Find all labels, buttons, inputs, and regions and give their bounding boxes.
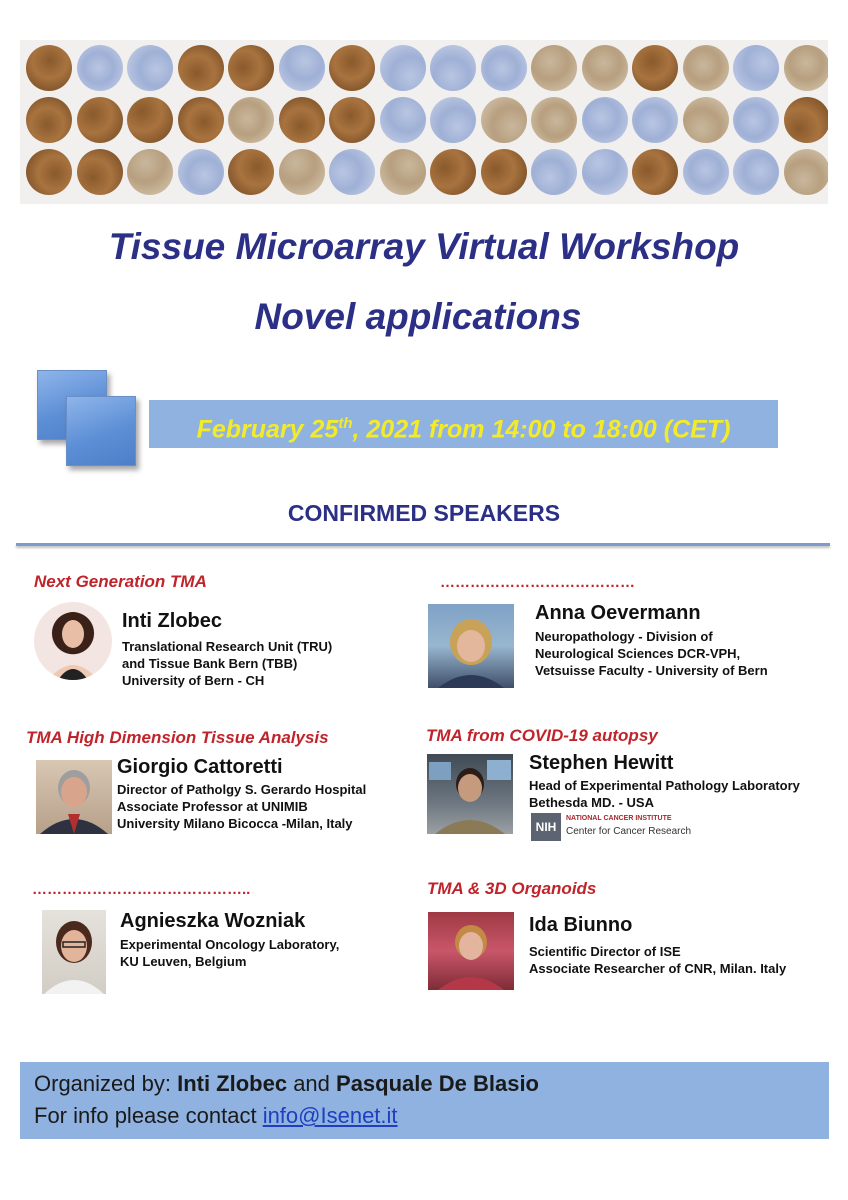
tissue-core	[228, 149, 274, 195]
tissue-core	[481, 97, 527, 143]
speaker-photo-anna-oevermann	[428, 604, 514, 688]
speaker-category-placeholder: …………………………………	[440, 574, 635, 591]
nci-ccr-logo	[531, 813, 692, 841]
tissue-core	[329, 45, 375, 91]
tissue-core	[430, 45, 476, 91]
tissue-core	[582, 45, 628, 91]
tissue-core	[481, 45, 527, 91]
tissue-core	[481, 149, 527, 195]
tissue-core	[683, 149, 729, 195]
contact-email-link[interactable]: info@Isenet.it	[262, 1103, 398, 1128]
speaker-photo-giorgio-cattoretti	[36, 760, 112, 834]
speaker-affiliation: Director of Patholgy S. Gerardo Hospital Associate Professor at UNIMIB University Milano Bicocca -Milan, Italy	[117, 782, 367, 831]
tissue-core	[279, 45, 325, 91]
tissue-core	[77, 45, 123, 91]
organized-by-line: Organized by: Inti Zlobec and Pasquale De Blasio	[34, 1071, 539, 1096]
speaker-photo-inti-zlobec	[34, 602, 112, 680]
speaker-category: TMA High Dimension Tissue Analysis	[26, 728, 329, 747]
speaker-name: Giorgio Cattoretti	[117, 756, 283, 778]
tissue-core	[531, 45, 577, 91]
tissue-core	[430, 97, 476, 143]
tissue-core	[582, 97, 628, 143]
tissue-core	[733, 97, 779, 143]
tissue-core	[127, 149, 173, 195]
speaker-affiliation: Head of Experimental Pathology Laboratory Bethesda MD. - USA	[529, 778, 800, 810]
tissue-core	[329, 97, 375, 143]
tissue-core	[178, 97, 224, 143]
speaker-affiliation: Neuropathology - Division of Neurological Sciences DCR-VPH, Vetsuisse Faculty - University of Bern	[535, 629, 768, 678]
tissue-core	[531, 149, 577, 195]
nci-label: NATIONAL CANCER INSTITUTE	[566, 815, 672, 822]
tissue-core	[632, 149, 678, 195]
speaker-name: Ida Biunno	[529, 914, 633, 936]
speaker-category: TMA & 3D Organoids	[427, 879, 597, 898]
tissue-core	[632, 97, 678, 143]
tissue-core	[77, 97, 123, 143]
tissue-core	[380, 45, 426, 91]
tissue-microarray-banner	[20, 40, 828, 204]
speaker-photo-stephen-hewitt	[427, 754, 513, 834]
tissue-core	[279, 97, 325, 143]
speaker-name: Inti Zlobec	[122, 610, 222, 632]
speaker-category-placeholder: ……………………………………..	[32, 881, 251, 898]
tissue-core	[784, 45, 829, 91]
tissue-core	[178, 149, 224, 195]
decorative-square-front	[66, 396, 136, 466]
tissue-core	[178, 45, 224, 91]
tissue-core	[733, 45, 779, 91]
event-date: February 25th, 2021 from 14:00 to 18:00 (CET)	[196, 415, 731, 444]
tissue-core	[329, 149, 375, 195]
speaker-category: TMA from COVID-19 autopsy	[426, 726, 658, 745]
ccr-label: Center for Cancer Research	[566, 826, 692, 837]
tissue-core	[228, 97, 274, 143]
tissue-core	[26, 149, 72, 195]
tissue-core	[77, 149, 123, 195]
tissue-core	[127, 97, 173, 143]
speaker-name: Anna Oevermann	[535, 602, 701, 624]
speaker-category: Next Generation TMA	[34, 572, 207, 591]
tissue-core	[430, 149, 476, 195]
workshop-subtitle: Novel applications	[254, 296, 582, 337]
speaker-name: Agnieszka Wozniak	[120, 910, 306, 932]
tissue-core	[582, 149, 628, 195]
speaker-name: Stephen Hewitt	[529, 752, 674, 774]
contact-line: For info please contact info@Isenet.it	[34, 1103, 398, 1128]
tissue-core	[683, 45, 729, 91]
tissue-core	[733, 149, 779, 195]
confirmed-speakers-heading: CONFIRMED SPEAKERS	[287, 500, 561, 526]
tissue-core	[279, 149, 325, 195]
tissue-core	[784, 149, 829, 195]
tissue-core	[683, 97, 729, 143]
tissue-core	[26, 97, 72, 143]
tissue-core	[784, 97, 829, 143]
tissue-core	[127, 45, 173, 91]
tissue-core	[380, 149, 426, 195]
speaker-photo-ida-biunno	[428, 912, 514, 990]
tissue-core	[26, 45, 72, 91]
speaker-affiliation: Translational Research Unit (TRU) and Tissue Bank Bern (TBB) University of Bern - CH	[122, 639, 333, 688]
speaker-photo-agnieszka-wozniak	[42, 910, 106, 994]
nih-logo-mark: NIH	[531, 813, 561, 841]
speaker-affiliation: Scientific Director of ISE Associate Researcher of CNR, Milan. Italy	[529, 944, 787, 976]
section-divider	[16, 543, 830, 546]
tissue-core	[228, 45, 274, 91]
workshop-title: Tissue Microarray Virtual Workshop	[108, 226, 740, 267]
tissue-core	[531, 97, 577, 143]
tissue-core	[632, 45, 678, 91]
speaker-affiliation: Experimental Oncology Laboratory, KU Leuven, Belgium	[120, 937, 340, 969]
tissue-core	[380, 97, 426, 143]
